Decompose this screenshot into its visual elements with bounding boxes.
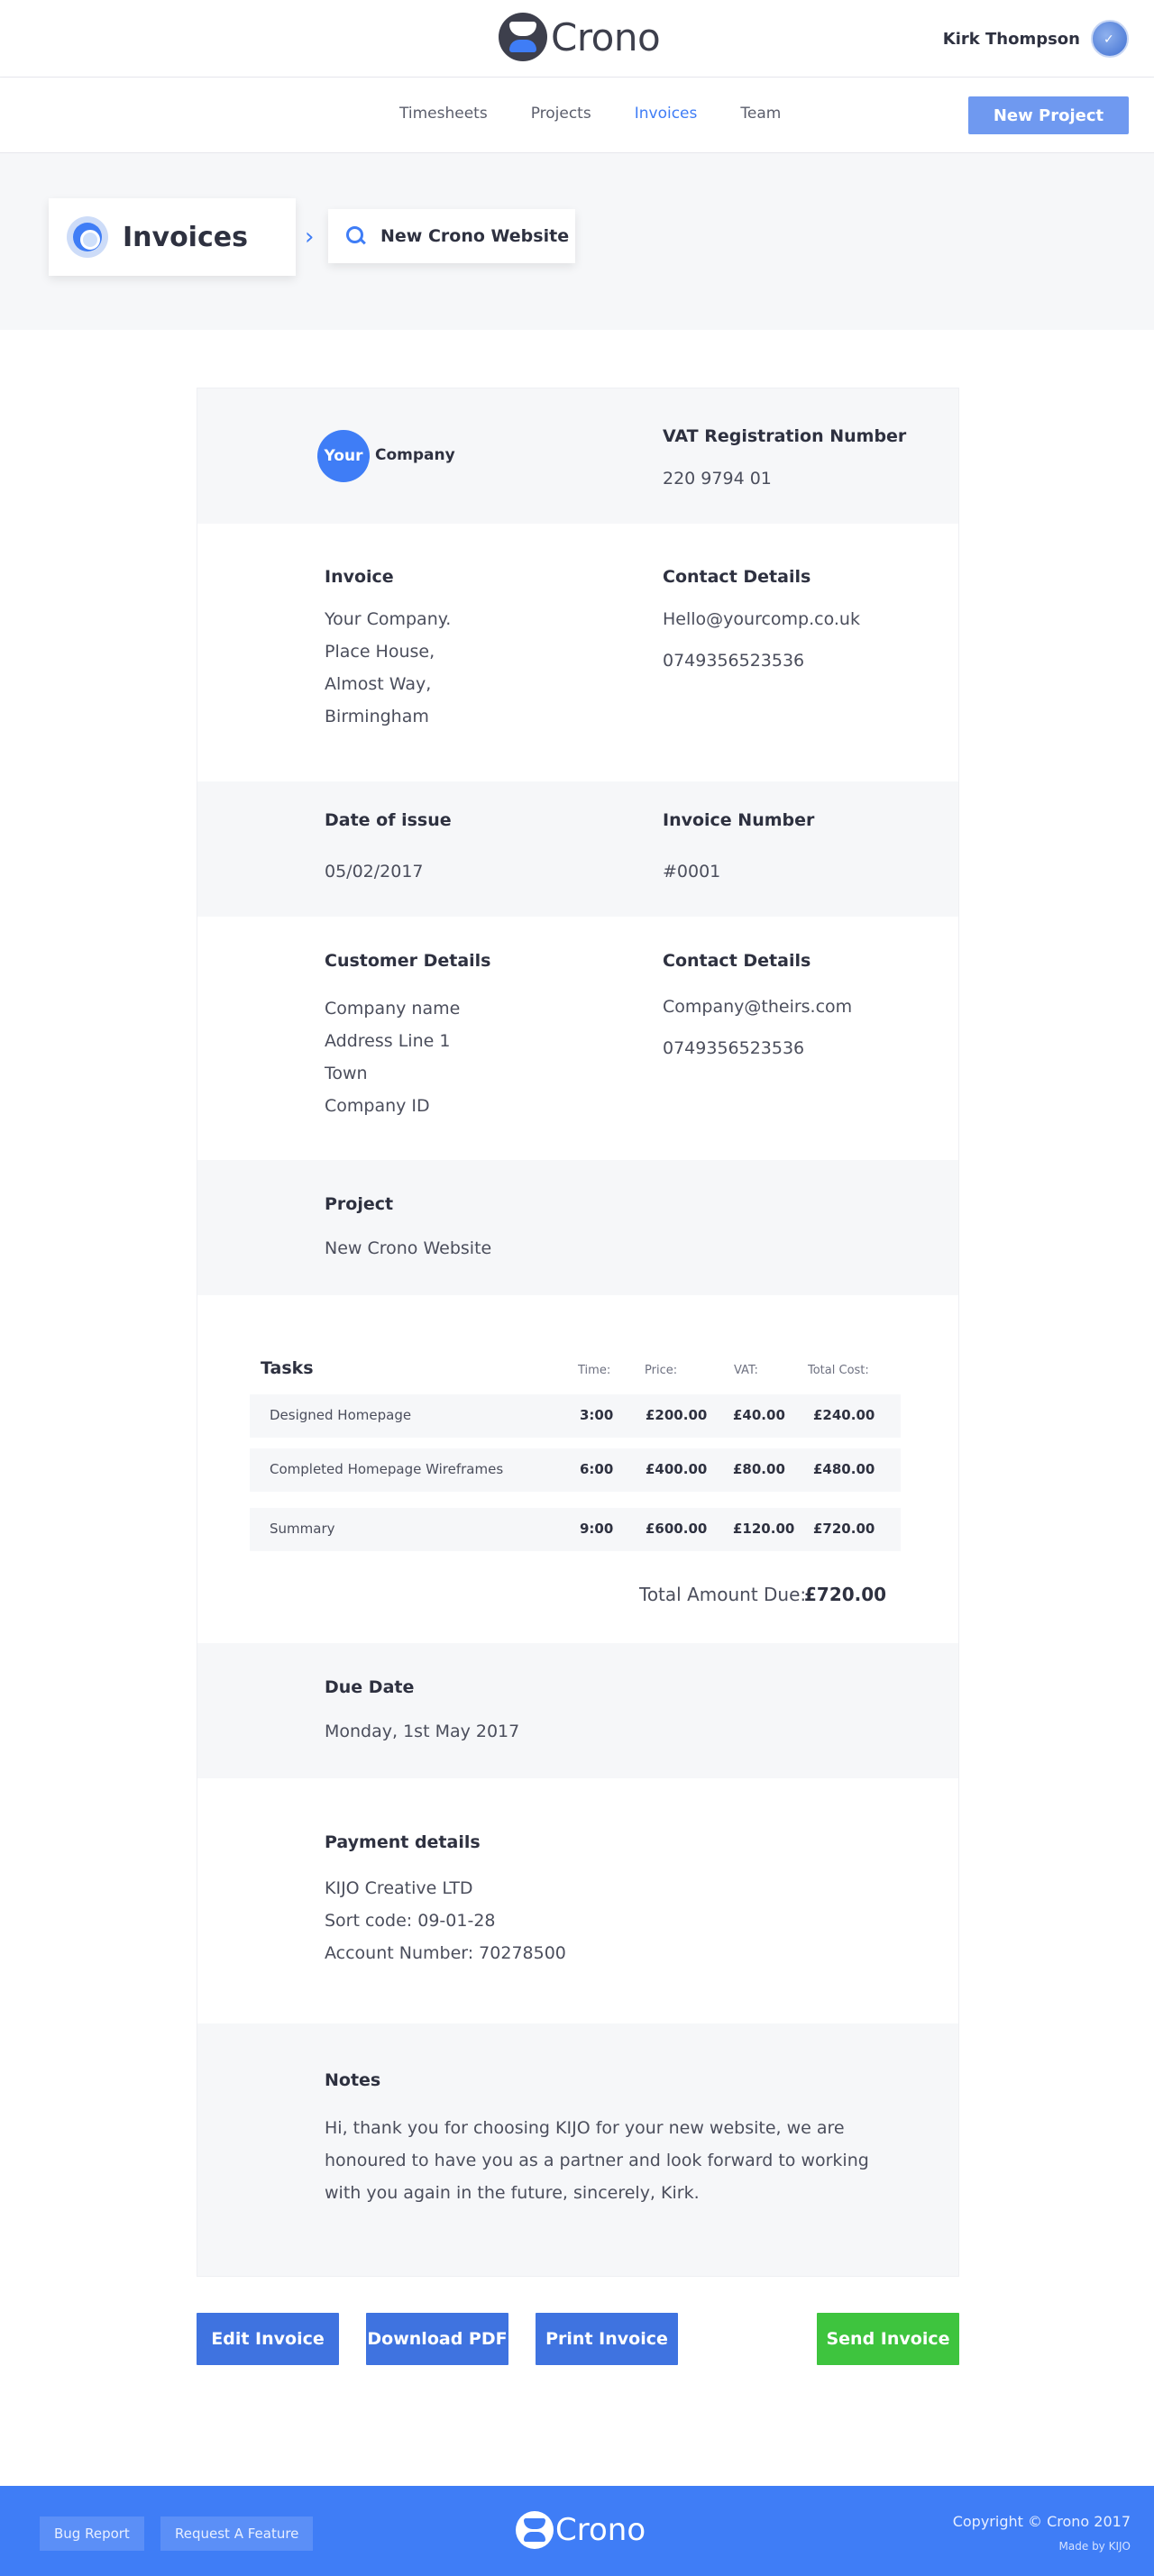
- notes-line: honoured to have you as a partner and look forward to working: [325, 2151, 869, 2170]
- invoice-card: [197, 388, 959, 2277]
- section-due-date: [197, 1643, 958, 1778]
- tasks-header-time: Time:: [578, 1364, 611, 1377]
- invoices-icon: [67, 216, 108, 258]
- customer-contact-label: Contact Details: [663, 951, 811, 971]
- task-time: 3:00: [580, 1407, 614, 1423]
- summary-price: £600.00: [646, 1521, 708, 1537]
- copyright: Copyright © Crono 2017: [952, 2513, 1131, 2530]
- invoice-number-value: #0001: [663, 862, 721, 882]
- vat-value: 220 9794 01: [663, 469, 772, 489]
- task-summary-row: [250, 1508, 901, 1551]
- bug-report-button[interactable]: Bug Report: [40, 2517, 144, 2551]
- summary-time: 9:00: [580, 1521, 614, 1537]
- sender-contact-label: Contact Details: [663, 567, 811, 587]
- address-line: Birmingham: [325, 707, 429, 726]
- customer-label: Customer Details: [325, 951, 491, 971]
- summary-total: £720.00: [813, 1521, 875, 1537]
- send-invoice-button[interactable]: Send Invoice: [817, 2313, 959, 2365]
- hourglass-logo-icon: [499, 13, 547, 61]
- top-header: [0, 0, 1154, 78]
- section-notes: [197, 2023, 958, 2276]
- notes-line: with you again in the future, sincerely, Kirk.: [325, 2183, 700, 2203]
- due-date-value: Monday, 1st May 2017: [325, 1722, 520, 1741]
- section-customer: [197, 917, 958, 1160]
- task-row[interactable]: [250, 1394, 901, 1438]
- project-value: New Crono Website: [325, 1238, 492, 1258]
- task-time: 6:00: [580, 1461, 614, 1477]
- notes-label: Notes: [325, 2070, 381, 2090]
- task-description: Completed Homepage Wireframes: [270, 1461, 504, 1477]
- vat-label: VAT Registration Number: [663, 426, 907, 446]
- section-payment: [197, 1778, 958, 2023]
- task-description: Designed Homepage: [270, 1407, 412, 1423]
- total-amount-value: £720.00: [804, 1584, 887, 1605]
- avatar-mark-icon: ✓: [1104, 32, 1114, 47]
- payment-label: Payment details: [325, 1832, 481, 1852]
- section-tasks: [197, 1295, 958, 1643]
- nav-timesheets[interactable]: Timesheets: [399, 105, 488, 123]
- breadcrumb: [0, 153, 1154, 330]
- page-title: Invoices: [123, 221, 248, 253]
- download-pdf-button[interactable]: Download PDF: [366, 2313, 508, 2365]
- date-of-issue-label: Date of issue: [325, 810, 452, 830]
- footer: [0, 2486, 1154, 2576]
- customer-line: Company ID: [325, 1096, 430, 1116]
- address-line: Almost Way,: [325, 674, 432, 694]
- total-amount-label: Total Amount Due:: [639, 1584, 807, 1605]
- nav-projects[interactable]: Projects: [530, 105, 591, 123]
- sender-email[interactable]: Hello@yourcomp.co.uk: [663, 609, 860, 629]
- footer-logo-text: Crono: [555, 2512, 646, 2548]
- task-total: £480.00: [813, 1461, 875, 1477]
- due-date-label: Due Date: [325, 1677, 415, 1697]
- made-by: Made by KIJO: [1058, 2540, 1131, 2553]
- tasks-header-vat: VAT:: [734, 1364, 758, 1377]
- user-name[interactable]: Kirk Thompson: [942, 29, 1080, 49]
- avatar[interactable]: [1091, 20, 1129, 58]
- project-label: Project: [325, 1194, 394, 1214]
- address-line: Your Company.: [325, 609, 452, 629]
- summary-label: Summary: [270, 1521, 335, 1537]
- payment-details: [325, 1872, 566, 1969]
- edit-invoice-button[interactable]: Edit Invoice: [197, 2313, 339, 2365]
- task-price: £200.00: [646, 1407, 708, 1423]
- address-line: Place House,: [325, 642, 435, 662]
- logo-text: Crono: [551, 14, 661, 59]
- task-vat: £80.00: [733, 1461, 785, 1477]
- customer-phone: 0749356523536: [663, 1038, 805, 1058]
- customer-line: Town: [325, 1064, 368, 1083]
- nav-links: [399, 105, 824, 123]
- task-vat: £40.00: [733, 1407, 785, 1423]
- sender-phone: 0749356523536: [663, 651, 805, 671]
- chevron-right-icon: ›: [305, 224, 315, 251]
- tasks-header-total: Total Cost:: [808, 1364, 869, 1377]
- payment-line: Sort code: 09-01-28: [325, 1911, 496, 1931]
- breadcrumb-root[interactable]: [49, 198, 296, 276]
- tasks-title: Tasks: [261, 1358, 314, 1378]
- sender-label: Invoice: [325, 567, 394, 587]
- hourglass-logo-icon: [516, 2511, 554, 2549]
- request-feature-button[interactable]: Request A Feature: [160, 2517, 313, 2551]
- print-invoice-button[interactable]: Print Invoice: [536, 2313, 678, 2365]
- summary-vat: £120.00: [733, 1521, 795, 1537]
- notes-text: [325, 2112, 884, 2209]
- payment-line: KIJO Creative LTD: [325, 1878, 473, 1898]
- customer-email[interactable]: Company@theirs.com: [663, 997, 853, 1017]
- task-price: £400.00: [646, 1461, 708, 1477]
- sender-address: [325, 603, 451, 733]
- company-name: Company: [375, 446, 455, 464]
- section-date-number: [197, 781, 958, 917]
- customer-line: Company name: [325, 999, 461, 1019]
- payment-line: Account Number: 70278500: [325, 1943, 566, 1963]
- customer-line: Address Line 1: [325, 1031, 451, 1051]
- customer-address: [325, 992, 460, 1122]
- nav-team[interactable]: Team: [740, 105, 782, 123]
- section-project: [197, 1160, 958, 1295]
- date-of-issue-value: 05/02/2017: [325, 862, 424, 882]
- tasks-header-price: Price:: [645, 1364, 678, 1377]
- footer-logo[interactable]: [516, 2511, 646, 2549]
- new-project-button[interactable]: New Project: [968, 96, 1129, 134]
- invoice-number-label: Invoice Number: [663, 810, 815, 830]
- section-sender: [197, 524, 958, 781]
- company-badge: Your: [317, 430, 370, 482]
- breadcrumb-current[interactable]: [328, 209, 575, 263]
- user-menu[interactable]: [943, 20, 1129, 58]
- main-nav: [0, 78, 1154, 153]
- notes-line: Hi, thank you for choosing KIJO for your new website, we are: [325, 2118, 845, 2138]
- breadcrumb-current-label: New Crono Website: [380, 226, 570, 246]
- crono-logo[interactable]: [499, 13, 660, 61]
- section-company-vat: [197, 388, 958, 524]
- nav-invoices[interactable]: Invoices: [634, 105, 698, 123]
- task-total: £240.00: [813, 1407, 875, 1423]
- task-row[interactable]: [250, 1448, 901, 1492]
- search-icon: [346, 226, 366, 246]
